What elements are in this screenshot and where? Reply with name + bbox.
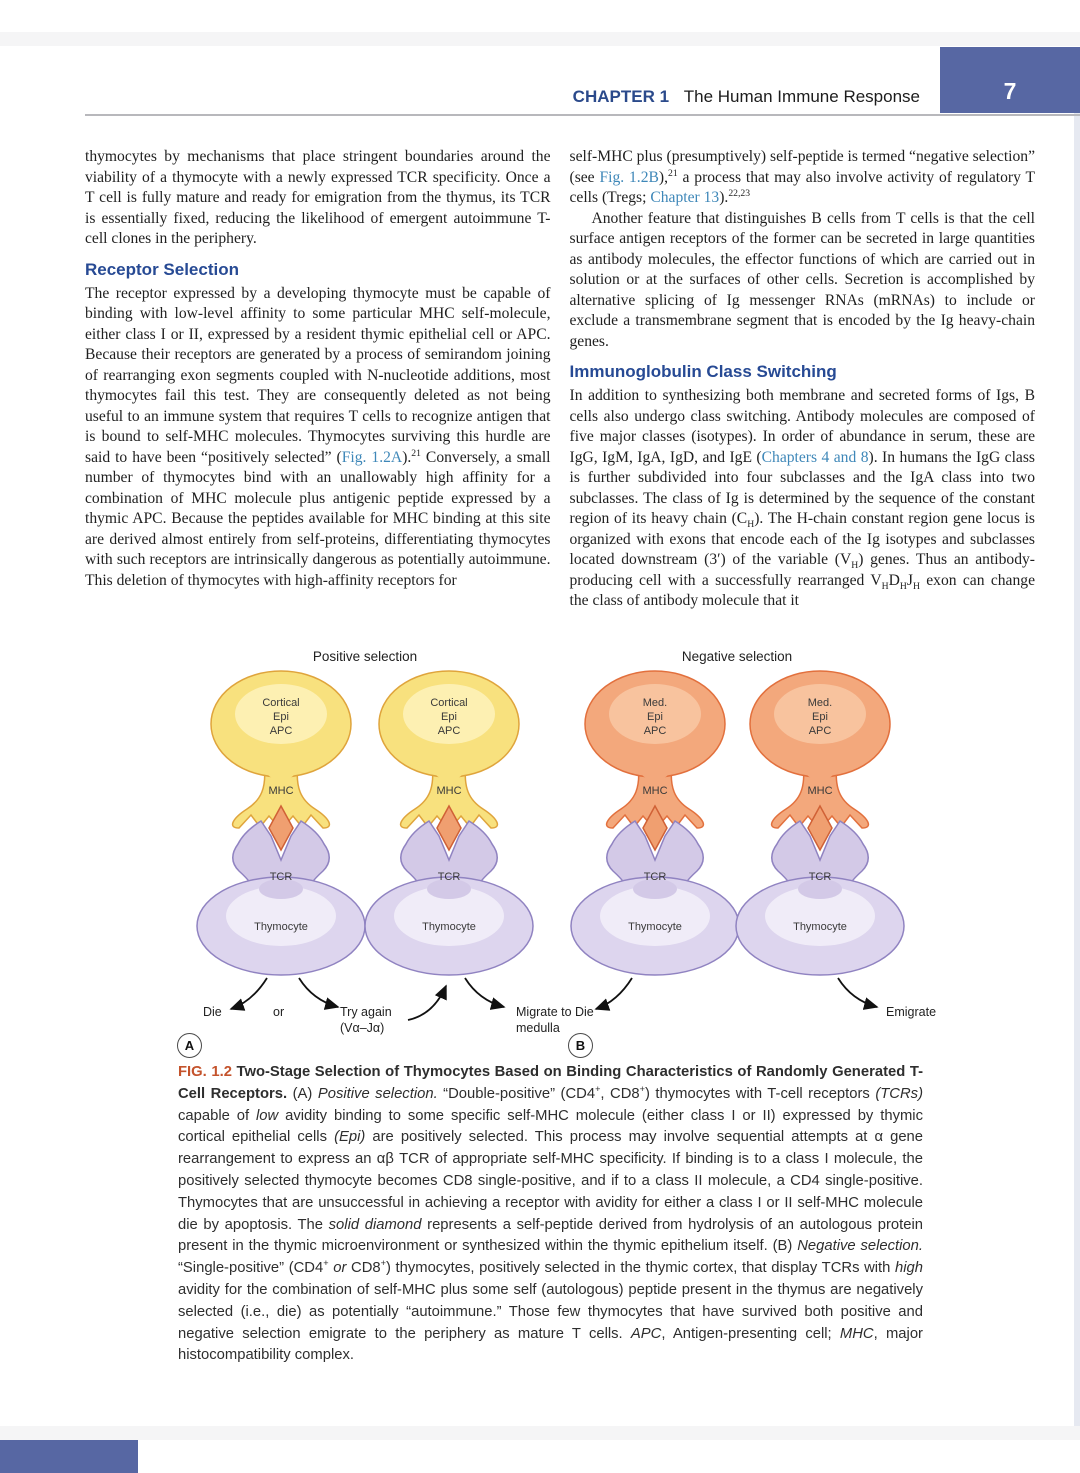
label-emigrate: Emigrate (886, 1005, 937, 1019)
panel-marker-b: B (568, 1033, 593, 1058)
figure-title-negative-selection: Negative selection (681, 649, 793, 664)
tcr-label: TCR (808, 871, 832, 883)
text-run: ) genes. Thus an antibody-producing cell with a successfully rearranged V (569, 551, 1035, 589)
apc-label-line3: APC (643, 725, 667, 737)
apc-label-line3: APC (437, 725, 461, 737)
cell-pair-diagram-negative-2 (720, 668, 920, 978)
apc-label-line1: Cortical (430, 697, 468, 709)
cross-reference-link[interactable]: Fig. 1.2B (599, 168, 659, 186)
text-run: In addition to synthesizing both membrane and secreted forms of Igs, B cells also undergo class switching. Antibody molecules are composed of five major classes (isotypes). In order of abundance in serum, these are IgG, IgM, IgA, IgD, and IgE ( (569, 387, 1035, 466)
mhc-label: MHC (436, 785, 462, 797)
text-run: “Double-positive” (CD4 (437, 1085, 596, 1102)
apc-seam-patch (265, 756, 297, 780)
text-run: + (380, 1258, 386, 1269)
running-head (573, 87, 920, 107)
cell-pair-diagram-positive-2 (349, 668, 549, 978)
text-run: , Antigen-presenting cell; (661, 1325, 840, 1342)
text-run: Positive selection. (317, 1085, 438, 1102)
text-run: ). (402, 448, 412, 466)
text-run: or (333, 1260, 347, 1277)
paragraph (85, 147, 551, 250)
arrow-emigrate (838, 978, 877, 1007)
bottom-left-tab (0, 1440, 138, 1473)
text-run: , CD8 (600, 1085, 640, 1102)
text-run: Another feature that distinguishes B cells from T cells is that the cell surface antigen receptors of the former can be secreted in large quantities as antibody molecules, the effector functions of which are carried out in solution or at the surfaces of other cells. Secretion is accomplished by alternative splicing of Ig messenger RNAs (mRNAs) to include or exclude a transmembrane segment that is encoded by the Ig heavy-chain genes. (569, 209, 1035, 350)
text-run: capable of (178, 1107, 256, 1124)
text-run: MHC (839, 1325, 874, 1342)
page-top-band (0, 32, 1080, 46)
mhc-label: MHC (268, 785, 294, 797)
arrow-migrate (465, 978, 504, 1007)
text-run: H (881, 580, 889, 592)
chapter-label: CHAPTER 1 (572, 87, 670, 106)
paragraph (570, 386, 1036, 612)
apc-label-line2: Epi (273, 711, 289, 723)
apc-label-line2: Epi (441, 711, 457, 723)
text-run: J (906, 571, 913, 589)
paragraph (570, 209, 1036, 353)
text-run: (A) (292, 1085, 318, 1102)
text-run: CD8 (346, 1260, 381, 1277)
thymocyte-label: Thymocyte (793, 921, 847, 933)
text-run: represents a self-peptide derived from hydrolysis of an autologous protein present in the thymic microenvironment or synthesized within the thymic epithelium itself. (B) (178, 1216, 923, 1255)
text-run: self-MHC plus (presumptively) self-peptide is termed “negative selection” (see (569, 148, 1036, 186)
text-run: FIG. 1.2 (178, 1064, 237, 1080)
page-bottom-band (0, 1426, 1080, 1440)
text-run: (TCRs) (875, 1085, 923, 1102)
apc-label-line3: APC (269, 725, 293, 737)
text-run: 21 (668, 167, 678, 179)
text-run: ). (719, 189, 729, 206)
mhc-label: MHC (642, 785, 668, 797)
text-run: ). The H-chain constant region gene locus is organized with exons that encode each of the Ig isotypes and subclasses located downstream (3′) of the variable (V (569, 510, 1036, 568)
apc-label-line1: Med. (642, 697, 668, 709)
text-run: avidity for the combination of self-MHC plus some self (autologous) peptide present in the thymus are negatively selected (i.e., die) as potentially “autoimmune.” Those few thymocytes that have survived both positive and negative selection emigrate to the periphery as mature T cells. (178, 1281, 923, 1342)
text-run: + (595, 1083, 601, 1094)
section-heading-receptor-selection: Receptor Selection (85, 259, 239, 279)
text-run: low (256, 1107, 279, 1124)
text-run: ), (658, 168, 668, 186)
text-run: (Epi) (334, 1129, 366, 1146)
label-migrate-line1: Migrate to (516, 1005, 572, 1019)
text-run: H (899, 580, 907, 592)
right-column (570, 147, 1036, 612)
section-heading-class-switching: Immunoglobulin Class Switching (569, 362, 837, 381)
text-run: + (323, 1258, 329, 1269)
arrow-die-a (231, 978, 267, 1009)
text-run: H (747, 519, 755, 531)
thymocyte-label: Thymocyte (422, 921, 476, 933)
paragraph (85, 284, 551, 592)
label-die-b: Die (575, 1005, 594, 1019)
apc-seam-patch (639, 756, 671, 780)
text-run: Conversely, a small number of thymocytes bind with an unallowably high affinity for a combination of MHC molecule plus antigenic peptide expressed by a thymic APC. Because the peptides available for MHC binding at this site are derived almost entirely from self-proteins, differentiating thymocytes with such receptors are intrinsically dangerous as potentially autoimmune. This deletion of thymocytes with high-affinity receptors for (85, 448, 551, 589)
label-or: or (273, 1005, 285, 1019)
label-try-again-line1: Try again (340, 1005, 392, 1019)
text-run: D (888, 571, 900, 589)
text-run: thymocytes by mechanisms that place stringent boundaries around the viability of a thymocyte with a newly expressed TCR specificity. Once a T cell is fully mature and ready for emigration from the thymus, its TCR is essentially fixed, reducing the likelihood of emergent autoimmune T-cell clones in the periphery. (85, 148, 551, 247)
text-run: H (851, 560, 859, 572)
paragraph (570, 147, 1036, 209)
text-run: a process that may also involve activity of regulatory T cells (Tregs; (569, 168, 1035, 206)
text-run: Two-Stage Selection of Thymocytes Based on Binding Characteristics of Randomly Generated T-Cell Receptors. (178, 1064, 923, 1102)
tcr-label: TCR (269, 871, 293, 883)
text-run: The receptor expressed by a developing thymocyte must be capable of binding with low-level affinity to some particular MHC self-molecule, either class I or II, expressed by a resident thymic epithelial cell or APC. Because their receptors are generated by a process of semirandom joining of rearranging exon segments coupled with N-nucleotide additions, most thymocytes fail this test. They are consequently deleted as not being useful to an immune system that requires T cells to recognize antigen that is bound to self-MHC molecules. Thymocytes surviving this hurdle are said to have been “positively selected” ( (85, 284, 551, 466)
label-die-a: Die (203, 1005, 222, 1019)
text-run: ) thymocytes with T-cell receptors (645, 1085, 876, 1102)
text-run: + (639, 1083, 645, 1094)
chapter-title: The Human Immune Response (683, 87, 920, 106)
text-run: “Single-positive” (CD4 (178, 1260, 324, 1277)
apc-seam-patch (433, 756, 465, 780)
page-number-tab (940, 47, 1080, 113)
page-number: 7 (1003, 78, 1017, 104)
apc-label-line2: Epi (812, 711, 828, 723)
apc-label-line1: Cortical (262, 697, 300, 709)
body-columns (85, 147, 1035, 612)
figure-caption (178, 1062, 923, 1367)
text-run: avidity binding to some specific self-MHC molecule (either class I or II) expressed by thymic cortical epithelial cells (178, 1107, 923, 1146)
arrow-try-again (299, 978, 338, 1007)
text-run: APC (630, 1325, 662, 1342)
text-run: 21 (411, 447, 421, 459)
text-run: are positively selected. This process may involve sequential attempts at α gene rearrangement to express an αβ TCR of appropriate self-MHC specificity. If binding is to a class I molecule, the positively selected thymocyte becomes CD8 single-positive, and if to a class II molecule, a CD4 single-positive. Thymocytes that are unsuccessful in achieving a receptor with avidity for either a class I or II self-MHC molecule die by apoptosis. The (178, 1129, 924, 1233)
apc-label-line2: Epi (647, 711, 663, 723)
page-edge-strip (1074, 113, 1080, 1426)
apc-label-line3: APC (808, 725, 832, 737)
label-migrate (516, 1004, 572, 1036)
cross-reference-link[interactable]: Chapters 4 and 8 (761, 448, 869, 466)
label-try-again-line2: (Vα–Jα) (340, 1021, 385, 1035)
label-try-again (340, 1004, 392, 1036)
text-run: exon can change the class of antibody molecule that it (569, 571, 1035, 609)
tcr-label: TCR (643, 871, 667, 883)
text-run: ). In humans the IgG class is further subdivided into four subclasses and the IgA class into two subclasses. The class of Ig is determined by the sequence of the constant region of its heavy chain (C (569, 448, 1035, 527)
apc-seam-patch (804, 756, 836, 780)
header-rule (85, 114, 1080, 116)
text-run: solid diamond (328, 1216, 422, 1233)
cross-reference-link[interactable]: Fig. 1.2A (341, 448, 403, 466)
panel-marker-a: A (177, 1033, 202, 1058)
thymocyte-label: Thymocyte (254, 921, 308, 933)
thymocyte-label: Thymocyte (628, 921, 682, 933)
text-run: H (912, 580, 920, 592)
left-column (85, 147, 551, 612)
mhc-label: MHC (807, 785, 833, 797)
cross-reference-link[interactable]: Chapter 13 (650, 189, 720, 206)
text-run: 22,23 (728, 187, 751, 199)
figure-title-positive-selection: Positive selection (312, 649, 418, 664)
apc-label-line1: Med. (807, 697, 833, 709)
text-run: Negative selection. (797, 1238, 923, 1255)
arrow-retry-to-thymocyte (408, 986, 446, 1020)
text-run: , major histocompatibility complex. (178, 1325, 923, 1364)
text-run: ) thymocytes, positively selected in the thymic cortex, that display TCRs with (385, 1260, 896, 1277)
arrow-die-b (596, 978, 632, 1009)
tcr-label: TCR (437, 871, 461, 883)
text-run: high (895, 1260, 923, 1277)
label-migrate-line2: medulla (516, 1021, 560, 1035)
